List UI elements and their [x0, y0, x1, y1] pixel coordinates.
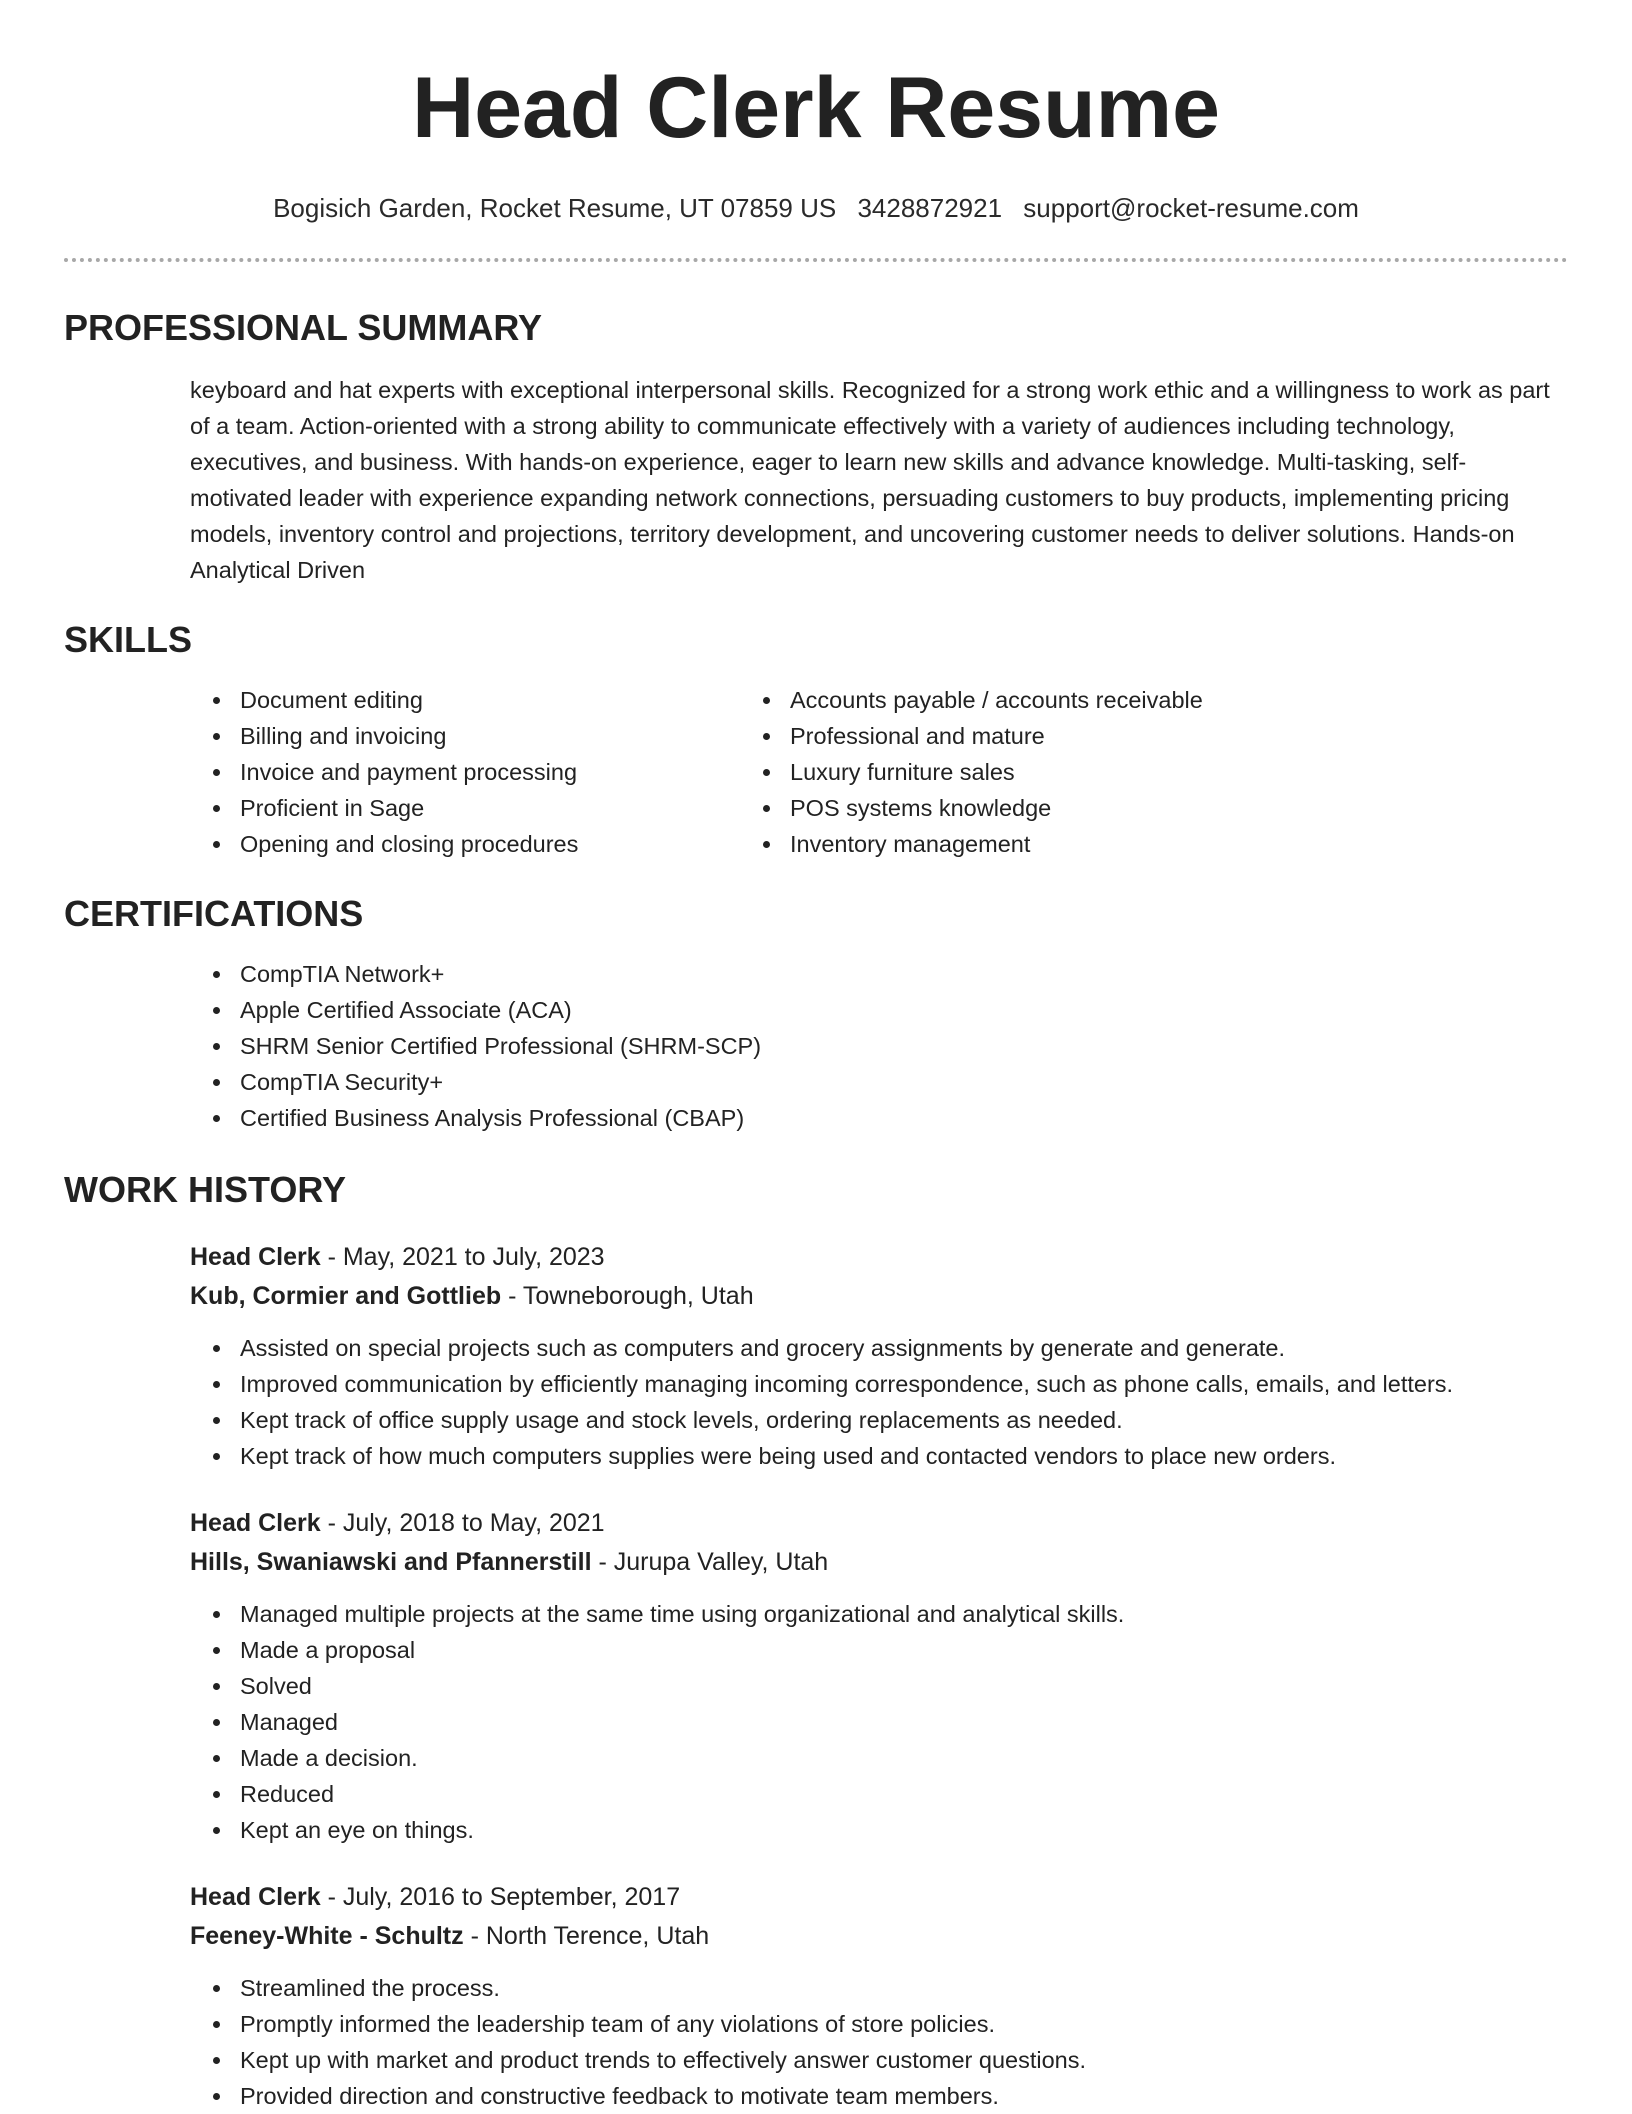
job-duty: • Streamlined the process.: [234, 1970, 1568, 2006]
skills-column-left: [64, 682, 744, 862]
job-company-line: [190, 1543, 1568, 1582]
job-duty: • Made a proposal: [234, 1632, 1568, 1668]
header-divider: [64, 258, 1568, 262]
job-title-line: [190, 1238, 1568, 1277]
job-title-line: [190, 1504, 1568, 1543]
skill-item: • Inventory management: [784, 826, 1203, 862]
skills-column-right: [744, 682, 1203, 862]
certification-item: • SHRM Senior Certified Professional (SHRM-SCP): [234, 1028, 1568, 1064]
resume-title: Head Clerk Resume: [412, 60, 1220, 156]
certification-item: • Apple Certified Associate (ACA): [234, 992, 1568, 1028]
job-duty: • Solved: [234, 1668, 1568, 1704]
job-title: Head Clerk: [190, 1243, 321, 1271]
certifications-heading: CERTIFICATIONS: [64, 893, 364, 934]
skill-item: • Accounts payable / accounts receivable: [784, 682, 1203, 718]
summary-text: keyboard and hat experts with exceptional interpersonal skills. Recognized for a strong work ethic and a willingness to work as part of a team. Action-oriented with a strong ability to communicate effectively with a variety of audiences including technology, executives, and business. With hands-on experience, eager to learn new skills and advance knowledge. Multi-tasking, self-motivated leader with experience expanding network connections, persuading customers to buy products, implementing pricing models, inventory control and projections, territory development, and uncovering customer needs to deliver solutions. Hands-on Analytical Driven: [190, 377, 1550, 583]
job-entry: [190, 1504, 1568, 1848]
job-company: Feeney-White - Schultz: [190, 1922, 464, 1950]
job-duty: • Managed: [234, 1704, 1568, 1740]
job-duty: • Kept track of office supply usage and stock levels, ordering replacements as needed.: [234, 1402, 1568, 1438]
job-duties: [190, 1596, 1568, 1848]
job-company: Hills, Swaniawski and Pfannerstill: [190, 1548, 592, 1576]
job-title: Head Clerk: [190, 1883, 321, 1911]
job-company-line: [190, 1917, 1568, 1956]
summary-heading: PROFESSIONAL SUMMARY: [64, 307, 543, 348]
work-history-heading: WORK HISTORY: [64, 1169, 347, 1210]
job-entry: [190, 1878, 1568, 2114]
certification-item: • CompTIA Network+: [234, 956, 1568, 992]
job-entry: [190, 1238, 1568, 1474]
skill-item: • Document editing: [234, 682, 744, 718]
job-title-line: [190, 1878, 1568, 1917]
skill-item: • Billing and invoicing: [234, 718, 744, 754]
job-duty: • Made a decision.: [234, 1740, 1568, 1776]
skills-list: [64, 682, 1568, 862]
job-duty: • Kept up with market and product trends to effectively answer customer questions.: [234, 2042, 1568, 2078]
job-duty: • Kept an eye on things.: [234, 1812, 1568, 1848]
contact-email: support@rocket-resume.com: [1023, 193, 1359, 223]
job-duty: • Provided direction and constructive feedback to motivate team members.: [234, 2078, 1568, 2114]
skill-item: • Proficient in Sage: [234, 790, 744, 826]
contact-info: [64, 192, 1568, 224]
job-duty: • Promptly informed the leadership team of any violations of store policies.: [234, 2006, 1568, 2042]
job-location: - North Terence, Utah: [463, 1922, 710, 1950]
job-dates: - July, 2016 to September, 2017: [320, 1883, 681, 1911]
skill-item: • POS systems knowledge: [784, 790, 1203, 826]
skill-item: • Invoice and payment processing: [234, 754, 744, 790]
job-dates: - July, 2018 to May, 2021: [320, 1509, 605, 1537]
certification-item: • CompTIA Security+: [234, 1064, 1568, 1100]
skill-item: • Professional and mature: [784, 718, 1203, 754]
job-duty: • Improved communication by efficiently managing incoming correspondence, such as phone calls, emails, and letters.: [234, 1366, 1568, 1402]
skills-heading: SKILLS: [64, 619, 193, 660]
skill-item: • Luxury furniture sales: [784, 754, 1203, 790]
contact-phone: 3428872921: [857, 193, 1003, 223]
job-duty: • Reduced: [234, 1776, 1568, 1812]
skill-item: • Opening and closing procedures: [234, 826, 744, 862]
job-dates: - May, 2021 to July, 2023: [320, 1243, 605, 1271]
job-location: - Jurupa Valley, Utah: [591, 1548, 829, 1576]
job-company: Kub, Cormier and Gottlieb: [190, 1282, 502, 1310]
job-duty: • Kept track of how much computers supplies were being used and contacted vendors to place new orders.: [234, 1438, 1568, 1474]
job-duties: [190, 1330, 1568, 1474]
job-title: Head Clerk: [190, 1509, 321, 1537]
job-location: - Towneborough, Utah: [501, 1282, 754, 1310]
job-duty: • Assisted on special projects such as computers and grocery assignments by generate and generate.: [234, 1330, 1568, 1366]
certifications-list: [64, 956, 1568, 1136]
job-company-line: [190, 1277, 1568, 1316]
job-duty: • Managed multiple projects at the same time using organizational and analytical skills.: [234, 1596, 1568, 1632]
contact-address: Bogisich Garden, Rocket Resume, UT 07859 US: [273, 193, 837, 223]
job-duties: [190, 1970, 1568, 2114]
certification-item: • Certified Business Analysis Professional (CBAP): [234, 1100, 1568, 1136]
